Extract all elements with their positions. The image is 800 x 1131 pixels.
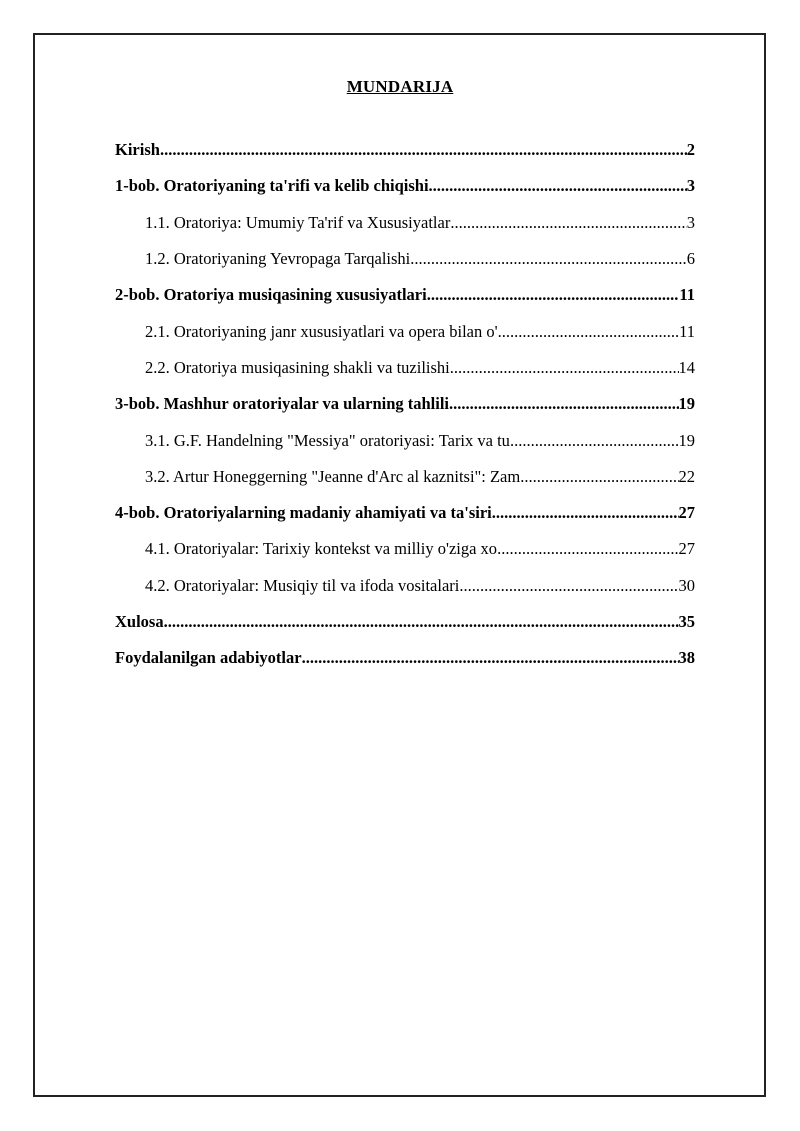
toc-entry-label: Foydalanilgan adabiyotlar <box>115 648 302 668</box>
dot-leader <box>492 503 679 523</box>
dot-leader <box>497 539 678 559</box>
dot-leader <box>450 213 686 233</box>
dot-leader <box>429 176 687 196</box>
toc-entry-page: 38 <box>678 648 695 668</box>
toc-entry-label: 2-bob. Oratoriya musiqasining xususiyatlari <box>115 285 427 305</box>
toc-entry-section-2-1[interactable] <box>115 313 695 349</box>
toc-entry-page: 11 <box>679 321 695 341</box>
dot-leader <box>498 322 680 342</box>
toc-entry-page: 27 <box>678 539 695 559</box>
toc-entry-chapter-2[interactable] <box>115 277 695 313</box>
toc-entry-label: 1.1. Oratoriya: Umumiy Ta'rif va Xususiyatlar <box>145 212 451 232</box>
toc-entry-label: 4-bob. Oratoriyalarning madaniy ahamiyati va ta'siri <box>115 503 492 523</box>
dot-leader <box>302 648 679 668</box>
dot-leader <box>160 140 687 160</box>
toc-entry-chapter-4[interactable] <box>115 495 695 531</box>
toc-entry-section-3-1[interactable] <box>115 422 695 458</box>
toc-entry-references[interactable] <box>115 640 695 676</box>
toc-entry-conclusion[interactable] <box>115 604 695 640</box>
toc-entry-section-1-2[interactable] <box>115 241 695 277</box>
toc-entry-label: 3.2. Artur Honeggerning "Jeanne d'Arc al kaznitsi": Zam <box>145 466 521 486</box>
toc-entry-page: 22 <box>678 466 695 486</box>
toc-entry-page: 3 <box>686 212 695 232</box>
toc-entry-introduction[interactable] <box>115 132 695 168</box>
table-of-contents <box>115 132 695 676</box>
toc-entry-chapter-1[interactable] <box>115 168 695 204</box>
toc-entry-label: 3-bob. Mashhur oratoriyalar va ularning tahlili <box>115 394 450 414</box>
toc-entry-page: 30 <box>678 575 695 595</box>
toc-entry-section-2-2[interactable] <box>115 350 695 386</box>
toc-entry-page: 11 <box>679 285 695 305</box>
toc-entry-page: 27 <box>678 503 695 523</box>
toc-entry-label: 2.1. Oratoriyaning janr xususiyatlari va opera bilan o' <box>145 321 498 341</box>
toc-entry-label: Xulosa <box>115 612 164 631</box>
toc-entry-page: 19 <box>678 394 695 414</box>
dot-leader <box>520 467 678 487</box>
dot-leader <box>510 431 679 451</box>
dot-leader <box>164 612 679 632</box>
toc-entry-label: Kirish <box>115 140 160 160</box>
toc-entry-page: 19 <box>678 430 695 450</box>
toc-entry-section-3-2[interactable] <box>115 459 695 495</box>
dot-leader <box>449 394 678 414</box>
dot-leader <box>427 285 680 305</box>
dot-leader <box>410 249 687 269</box>
toc-entry-page: 35 <box>678 612 695 631</box>
dot-leader <box>459 576 678 596</box>
toc-entry-chapter-3[interactable] <box>115 386 695 422</box>
toc-entry-label: 2.2. Oratoriya musiqasining shakli va tuzilishi <box>145 357 450 377</box>
toc-entry-label: 3.1. G.F. Handelning "Messiya" oratoriyasi: Tarix va tu <box>145 430 510 450</box>
toc-entry-label: 4.2. Oratoriyalar: Musiqiy til va ifoda vositalari <box>145 575 460 595</box>
toc-title: MUNDARIJA <box>346 77 454 96</box>
toc-entry-label: 1-bob. Oratoriyaning ta'rifi va kelib chiqishi <box>115 176 429 196</box>
toc-entry-section-1-1[interactable] <box>115 205 695 241</box>
toc-entry-page: 14 <box>678 357 695 377</box>
toc-entry-section-4-1[interactable] <box>115 531 695 567</box>
dot-leader <box>450 358 679 378</box>
toc-entry-label: 4.1. Oratoriyalar: Tarixiy kontekst va milliy o'ziga xo <box>145 539 498 559</box>
toc-entry-label: 1.2. Oratoriyaning Yevropaga Tarqalishi <box>145 249 411 269</box>
toc-entry-section-4-2[interactable] <box>115 568 695 604</box>
toc-entry-page: 3 <box>686 176 695 196</box>
toc-entry-page: 2 <box>686 140 695 160</box>
toc-entry-page: 6 <box>686 249 695 269</box>
